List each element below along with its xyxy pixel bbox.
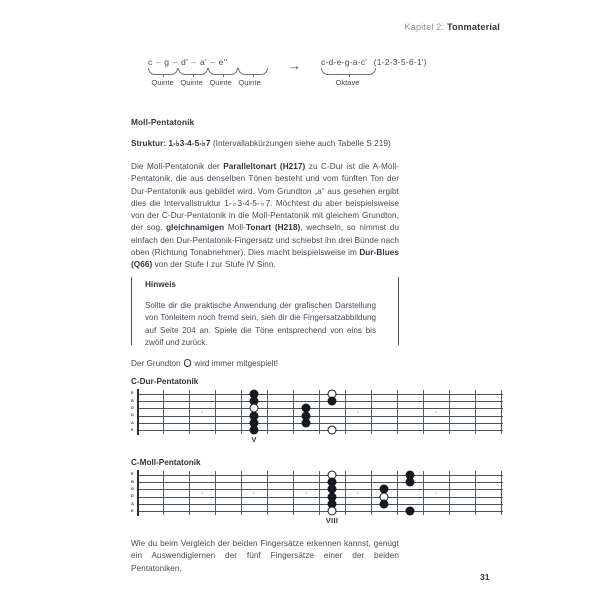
formula-dash: – bbox=[155, 57, 162, 67]
fret-line bbox=[215, 471, 216, 515]
fifths-formula bbox=[148, 57, 427, 87]
formula-dash: – bbox=[210, 57, 216, 67]
formula-note: e'' bbox=[218, 57, 228, 67]
formula-interval-label: Quinte bbox=[238, 78, 261, 87]
formula-right-labels bbox=[321, 78, 427, 87]
formula-right-label: Oktave bbox=[335, 78, 360, 87]
formula-left-braces bbox=[148, 68, 268, 75]
fret-line bbox=[371, 390, 372, 434]
hinweis-box bbox=[131, 277, 399, 345]
header-chapter-title: Tonmaterial bbox=[446, 22, 500, 32]
arrow-right-icon: → bbox=[288, 58, 301, 73]
string-line bbox=[137, 511, 503, 512]
fret-inlay-marker-icon bbox=[357, 411, 360, 414]
scale-note-dot bbox=[406, 507, 415, 516]
header-chapter: Kapitel 2: bbox=[404, 22, 445, 32]
struktur-label: Struktur: bbox=[131, 139, 167, 148]
formula-right-group bbox=[321, 57, 427, 87]
fret-line bbox=[241, 390, 242, 434]
string-name: B bbox=[131, 478, 134, 484]
string-line bbox=[137, 482, 503, 483]
string-name: E bbox=[131, 390, 134, 396]
section-heading: Moll-Pentatonik bbox=[131, 117, 195, 127]
fret-line bbox=[215, 390, 216, 434]
fret-inlay-marker-icon bbox=[201, 492, 204, 495]
scale-note-dot bbox=[302, 419, 311, 428]
fret-line bbox=[345, 471, 346, 515]
scale-note-dot bbox=[406, 478, 415, 487]
brace-icon bbox=[238, 68, 268, 75]
fret-line bbox=[319, 471, 320, 515]
string-name: B bbox=[131, 397, 134, 403]
main-paragraph: Die Moll-Pentatonik der Paralleltonart (H217) zu C-Dur ist die A-Moll-Pentatonik, die aus denselben Tönen besteht und vom fünften Ton der Dur-Pentatonik aus gebildet wird. Vom Grundton „a“ aus gesehen ergibt dies die Intervallstruktur 1-♭3-4-5-♭7. Möchtest du aber beispielsweise von der C-Dur-Pentatonik in die Moll-Pentatonik mit gleichem Grundton, der sog. gleichnamigen Moll-Tonart (H218), wechseln, so nimmst du einfach den Dur-Pentatonik-Fingersatz und schiebst ihn drei Bünde nach oben (Richtung Tonabnehmer). Dies macht beispielsweise im Dur-Blues (Q66) von der Stufe I zur Stufe IV Sinn. bbox=[131, 162, 400, 270]
grundton-note-before: Der Grundton bbox=[131, 359, 181, 368]
string-line bbox=[137, 416, 503, 417]
page-number: 31 bbox=[480, 572, 490, 582]
diagram-label-dur: C-Dur-Pentatonik bbox=[131, 377, 199, 386]
brace-icon bbox=[208, 68, 238, 75]
formula-dash: – bbox=[191, 57, 197, 67]
fret-line bbox=[449, 471, 450, 515]
brace-icon bbox=[321, 68, 376, 75]
string-name: D bbox=[131, 493, 134, 499]
root-note-dot bbox=[328, 507, 337, 516]
formula-note: c bbox=[148, 57, 153, 67]
scale-note-dot bbox=[380, 500, 389, 509]
hinweis-title: Hinweis bbox=[145, 280, 176, 289]
string-line bbox=[137, 504, 503, 505]
string-line bbox=[137, 401, 503, 402]
fret-line bbox=[397, 471, 398, 515]
fret-line bbox=[293, 471, 294, 515]
fret-line bbox=[267, 471, 268, 515]
fret-position-marker: VIII bbox=[325, 516, 339, 525]
formula-note: d' bbox=[181, 57, 189, 67]
formula-interval-label: Quinte bbox=[180, 78, 203, 87]
string-line bbox=[137, 423, 503, 424]
fret-position-marker: V bbox=[251, 435, 257, 444]
hinweis-body: Sollte dir die praktische Anwendung der grafischen Darstellung von Tonleitern noch fremd sein, sieh dir die Fingersatzabbildung auf Seite 204 an. Spiele die Töne entsprechend von eins bis zwölf und zurück. bbox=[145, 301, 376, 347]
string-name: G bbox=[131, 485, 135, 491]
fretboard-diagram-dur bbox=[131, 390, 503, 444]
closing-paragraph: Wie du beim Vergleich der beiden Fingersätze erkennen kannst, genügt ein Auswendiglernen der fünf Fingersätze einer der beiden Pentatoniken, bbox=[131, 539, 399, 573]
string-line bbox=[137, 489, 503, 490]
struktur-value: 1-♭3-4-5-♭7 bbox=[168, 139, 211, 148]
brace-icon bbox=[178, 68, 208, 75]
grundton-note bbox=[131, 359, 278, 368]
formula-left-group bbox=[148, 57, 268, 87]
fret-line bbox=[475, 471, 476, 515]
formula-interval-label: Quinte bbox=[209, 78, 232, 87]
fret-line bbox=[397, 390, 398, 434]
fret-line bbox=[501, 390, 502, 434]
string-name: D bbox=[131, 412, 134, 418]
formula-note: g bbox=[164, 57, 170, 67]
fretboard-grid bbox=[137, 390, 503, 434]
fret-line bbox=[423, 471, 424, 515]
fretboard-grid bbox=[137, 471, 503, 515]
fret-inlay-marker-icon bbox=[435, 411, 438, 414]
fret-inlay-marker-icon bbox=[435, 492, 438, 495]
string-name: G bbox=[131, 404, 135, 410]
scale-note-dot bbox=[250, 426, 259, 435]
nut-icon bbox=[137, 389, 139, 435]
grundton-note-after: wird immer mitgespielt! bbox=[194, 359, 279, 368]
diagram-label-moll: C-Moll-Pentatonik bbox=[131, 458, 201, 467]
fret-inlay-marker-icon bbox=[357, 492, 360, 495]
string-name: E bbox=[131, 426, 134, 432]
fretboard-diagram-moll bbox=[131, 471, 503, 525]
running-header bbox=[404, 22, 500, 32]
fret-line bbox=[293, 390, 294, 434]
formula-left-notes bbox=[148, 57, 268, 67]
string-name: E bbox=[131, 507, 134, 513]
fret-inlay-marker-icon bbox=[201, 411, 204, 414]
formula-right-note-series: c-d-e-g-a-c' bbox=[321, 57, 368, 67]
struktur-note: (Intervallabkürzungen siehe auch Tabelle S.219) bbox=[212, 139, 391, 148]
fret-line bbox=[345, 390, 346, 434]
formula-right-notes bbox=[321, 57, 427, 67]
fret-line bbox=[501, 471, 502, 515]
string-name: E bbox=[131, 471, 134, 477]
string-line bbox=[137, 475, 503, 476]
struktur-line bbox=[131, 138, 399, 150]
nut-icon bbox=[137, 470, 139, 516]
string-name: A bbox=[131, 500, 134, 506]
brace-icon bbox=[148, 68, 178, 75]
fret-line bbox=[319, 390, 320, 434]
fret-inlay-marker-icon bbox=[305, 492, 308, 495]
formula-right-degrees: (1-2-3-5-6-1') bbox=[373, 57, 427, 67]
fret-line bbox=[475, 390, 476, 434]
formula-dash: – bbox=[172, 57, 178, 67]
fret-line bbox=[371, 471, 372, 515]
fret-line bbox=[241, 471, 242, 515]
scale-note-dot bbox=[328, 397, 337, 406]
formula-left-labels bbox=[148, 78, 268, 87]
string-line bbox=[137, 408, 503, 409]
fret-line bbox=[449, 390, 450, 434]
string-line bbox=[137, 497, 503, 498]
fret-line bbox=[189, 471, 190, 515]
formula-note: a' bbox=[199, 57, 208, 67]
string-name: A bbox=[131, 419, 134, 425]
string-line bbox=[137, 394, 503, 395]
formula-interval-label: Quinte bbox=[151, 78, 174, 87]
open-circle-icon bbox=[184, 359, 191, 366]
fret-line bbox=[423, 390, 424, 434]
fret-inlay-marker-icon bbox=[253, 492, 256, 495]
root-note-dot bbox=[328, 426, 337, 435]
string-line bbox=[137, 430, 503, 431]
fret-line bbox=[189, 390, 190, 434]
fret-line bbox=[163, 390, 164, 434]
fret-line bbox=[163, 471, 164, 515]
fret-line bbox=[267, 390, 268, 434]
